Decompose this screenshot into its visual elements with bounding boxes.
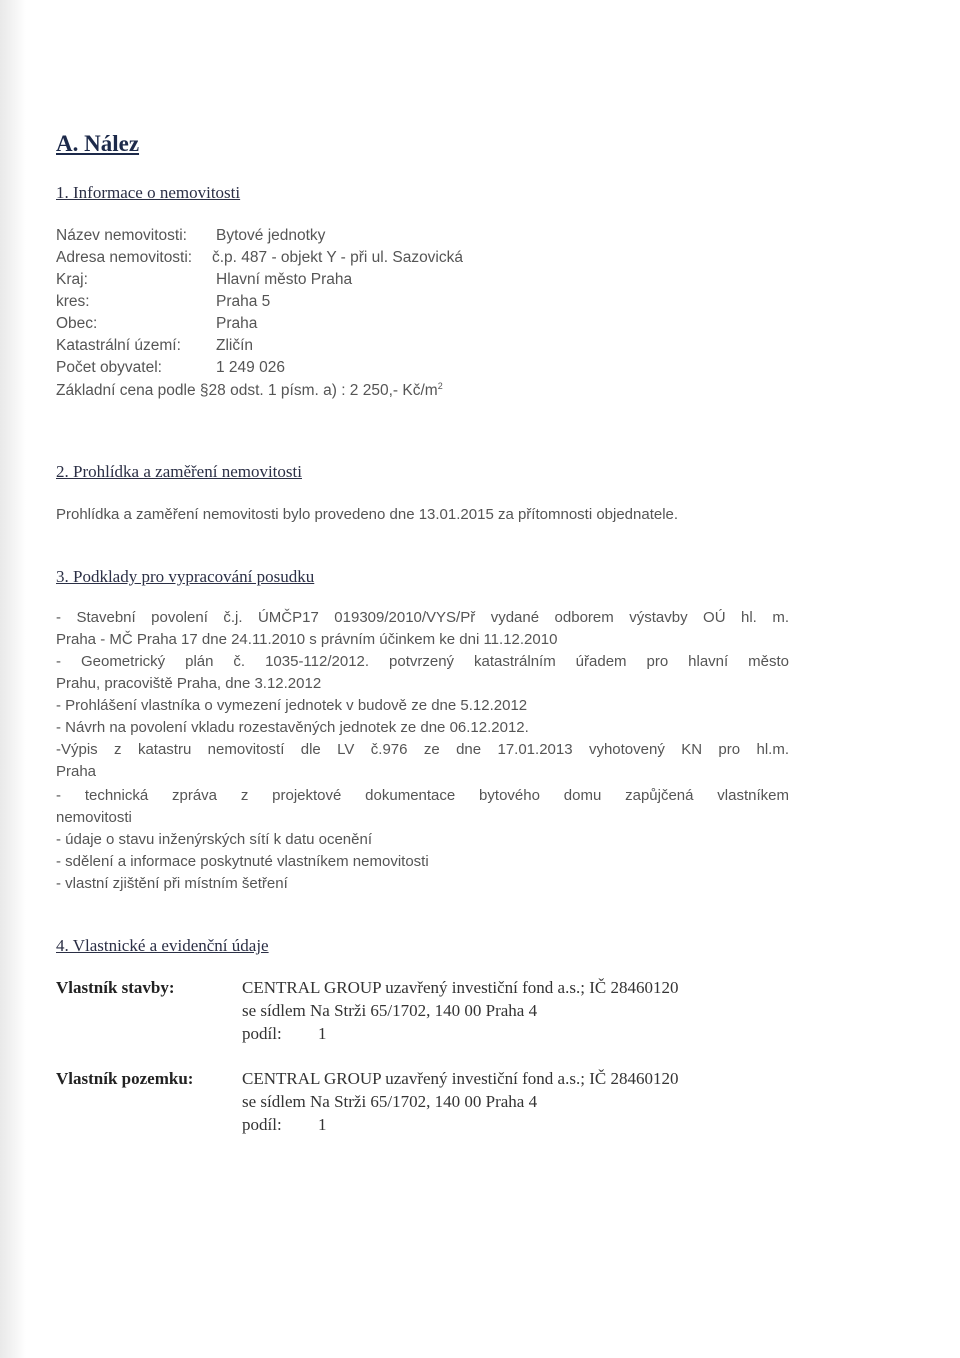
info-label: kres: [56, 293, 90, 310]
main-heading: A. Nález [56, 131, 140, 156]
inspection-text: Prohlídka a zaměření nemovitosti bylo provedeno dne 13.01.2015 za přítomnosti objednatele. [56, 506, 679, 523]
info-label: Adresa nemovitosti: [56, 249, 193, 266]
base-price-line [56, 381, 443, 400]
section-2-title: 2. Prohlídka a zaměření nemovitosti [56, 462, 302, 481]
list-item: -Výpis z katastru nemovitostí dle LV č.976 ze dne 17.01.2013 vyhotovený KN pro hl.m. [56, 741, 789, 758]
owner-share-label: podíl: [242, 1115, 282, 1134]
info-label: Obec: [56, 315, 98, 332]
info-label: Počet obyvatel: [56, 359, 162, 376]
owner-share-label: podíl: [242, 1024, 282, 1043]
list-item: - Prohlášení vlastníka o vymezení jednotek v budově ze dne 5.12.2012 [56, 697, 528, 714]
owner-share-value: 1 [318, 1115, 327, 1134]
owner-name: CENTRAL GROUP uzavřený investiční fond a.s.; IČ 28460120 [242, 1069, 679, 1088]
list-item: - údaje o stavu inženýrských sítí k datu ocenění [56, 831, 373, 848]
info-value: Praha 5 [216, 293, 271, 310]
list-item: - sdělení a informace poskytnuté vlastníkem nemovitosti [56, 853, 429, 870]
list-item: Prahu, pracoviště Praha, dne 3.12.2012 [56, 675, 322, 692]
info-value: č.p. 487 - objekt Y - při ul. Sazovická [212, 249, 463, 266]
owner-address: se sídlem Na Strži 65/1702, 140 00 Praha 4 [242, 1092, 538, 1111]
info-label: Název nemovitosti: [56, 227, 187, 244]
info-value: Praha [216, 315, 258, 332]
list-item: - vlastní zjištění při místním šetření [56, 875, 288, 892]
info-value: Bytové jednotky [216, 227, 326, 244]
list-item: - technická zpráva z projektové dokumentace bytového domu zapůjčená vlastníkem [56, 787, 789, 804]
owner-label: Vlastník stavby: [56, 978, 175, 997]
info-label: Katastrální území: [56, 337, 181, 354]
section-3-title: 3. Podklady pro vypracování posudku [56, 567, 315, 586]
list-item: - Geometrický plán č. 1035-112/2012. potvrzený katastrálním úřadem pro hlavní město [56, 653, 789, 670]
owner-name: CENTRAL GROUP uzavřený investiční fond a.s.; IČ 28460120 [242, 978, 679, 997]
base-price-text: Základní cena podle §28 odst. 1 písm. a) : 2 250,- Kč/m [56, 382, 438, 400]
superscript: 2 [437, 381, 443, 391]
list-item: - Návrh na povolení vkladu rozestavěných jednotek ze dne 06.12.2012. [56, 719, 529, 736]
list-item: Praha - MČ Praha 17 dne 24.11.2010 s právním účinkem ke dni 11.12.2010 [56, 631, 558, 648]
info-label: Kraj: [56, 271, 88, 288]
list-item: Praha [56, 763, 97, 780]
owner-label: Vlastník pozemku: [56, 1069, 194, 1088]
list-item: - Stavební povolení č.j. ÚMČP17 019309/2010/VYS/Př vydané odborem výstavby OÚ hl. m. [56, 609, 789, 626]
owner-share-value: 1 [318, 1024, 327, 1043]
list-item: nemovitosti [56, 809, 132, 826]
info-value: Zličín [216, 337, 254, 354]
owner-address: se sídlem Na Strži 65/1702, 140 00 Praha 4 [242, 1001, 538, 1020]
info-value: Hlavní město Praha [216, 271, 353, 288]
section-1-title: 1. Informace o nemovitosti [56, 183, 241, 202]
section-4-title: 4. Vlastnické a evidenční údaje [56, 936, 269, 955]
info-value: 1 249 026 [216, 359, 285, 376]
